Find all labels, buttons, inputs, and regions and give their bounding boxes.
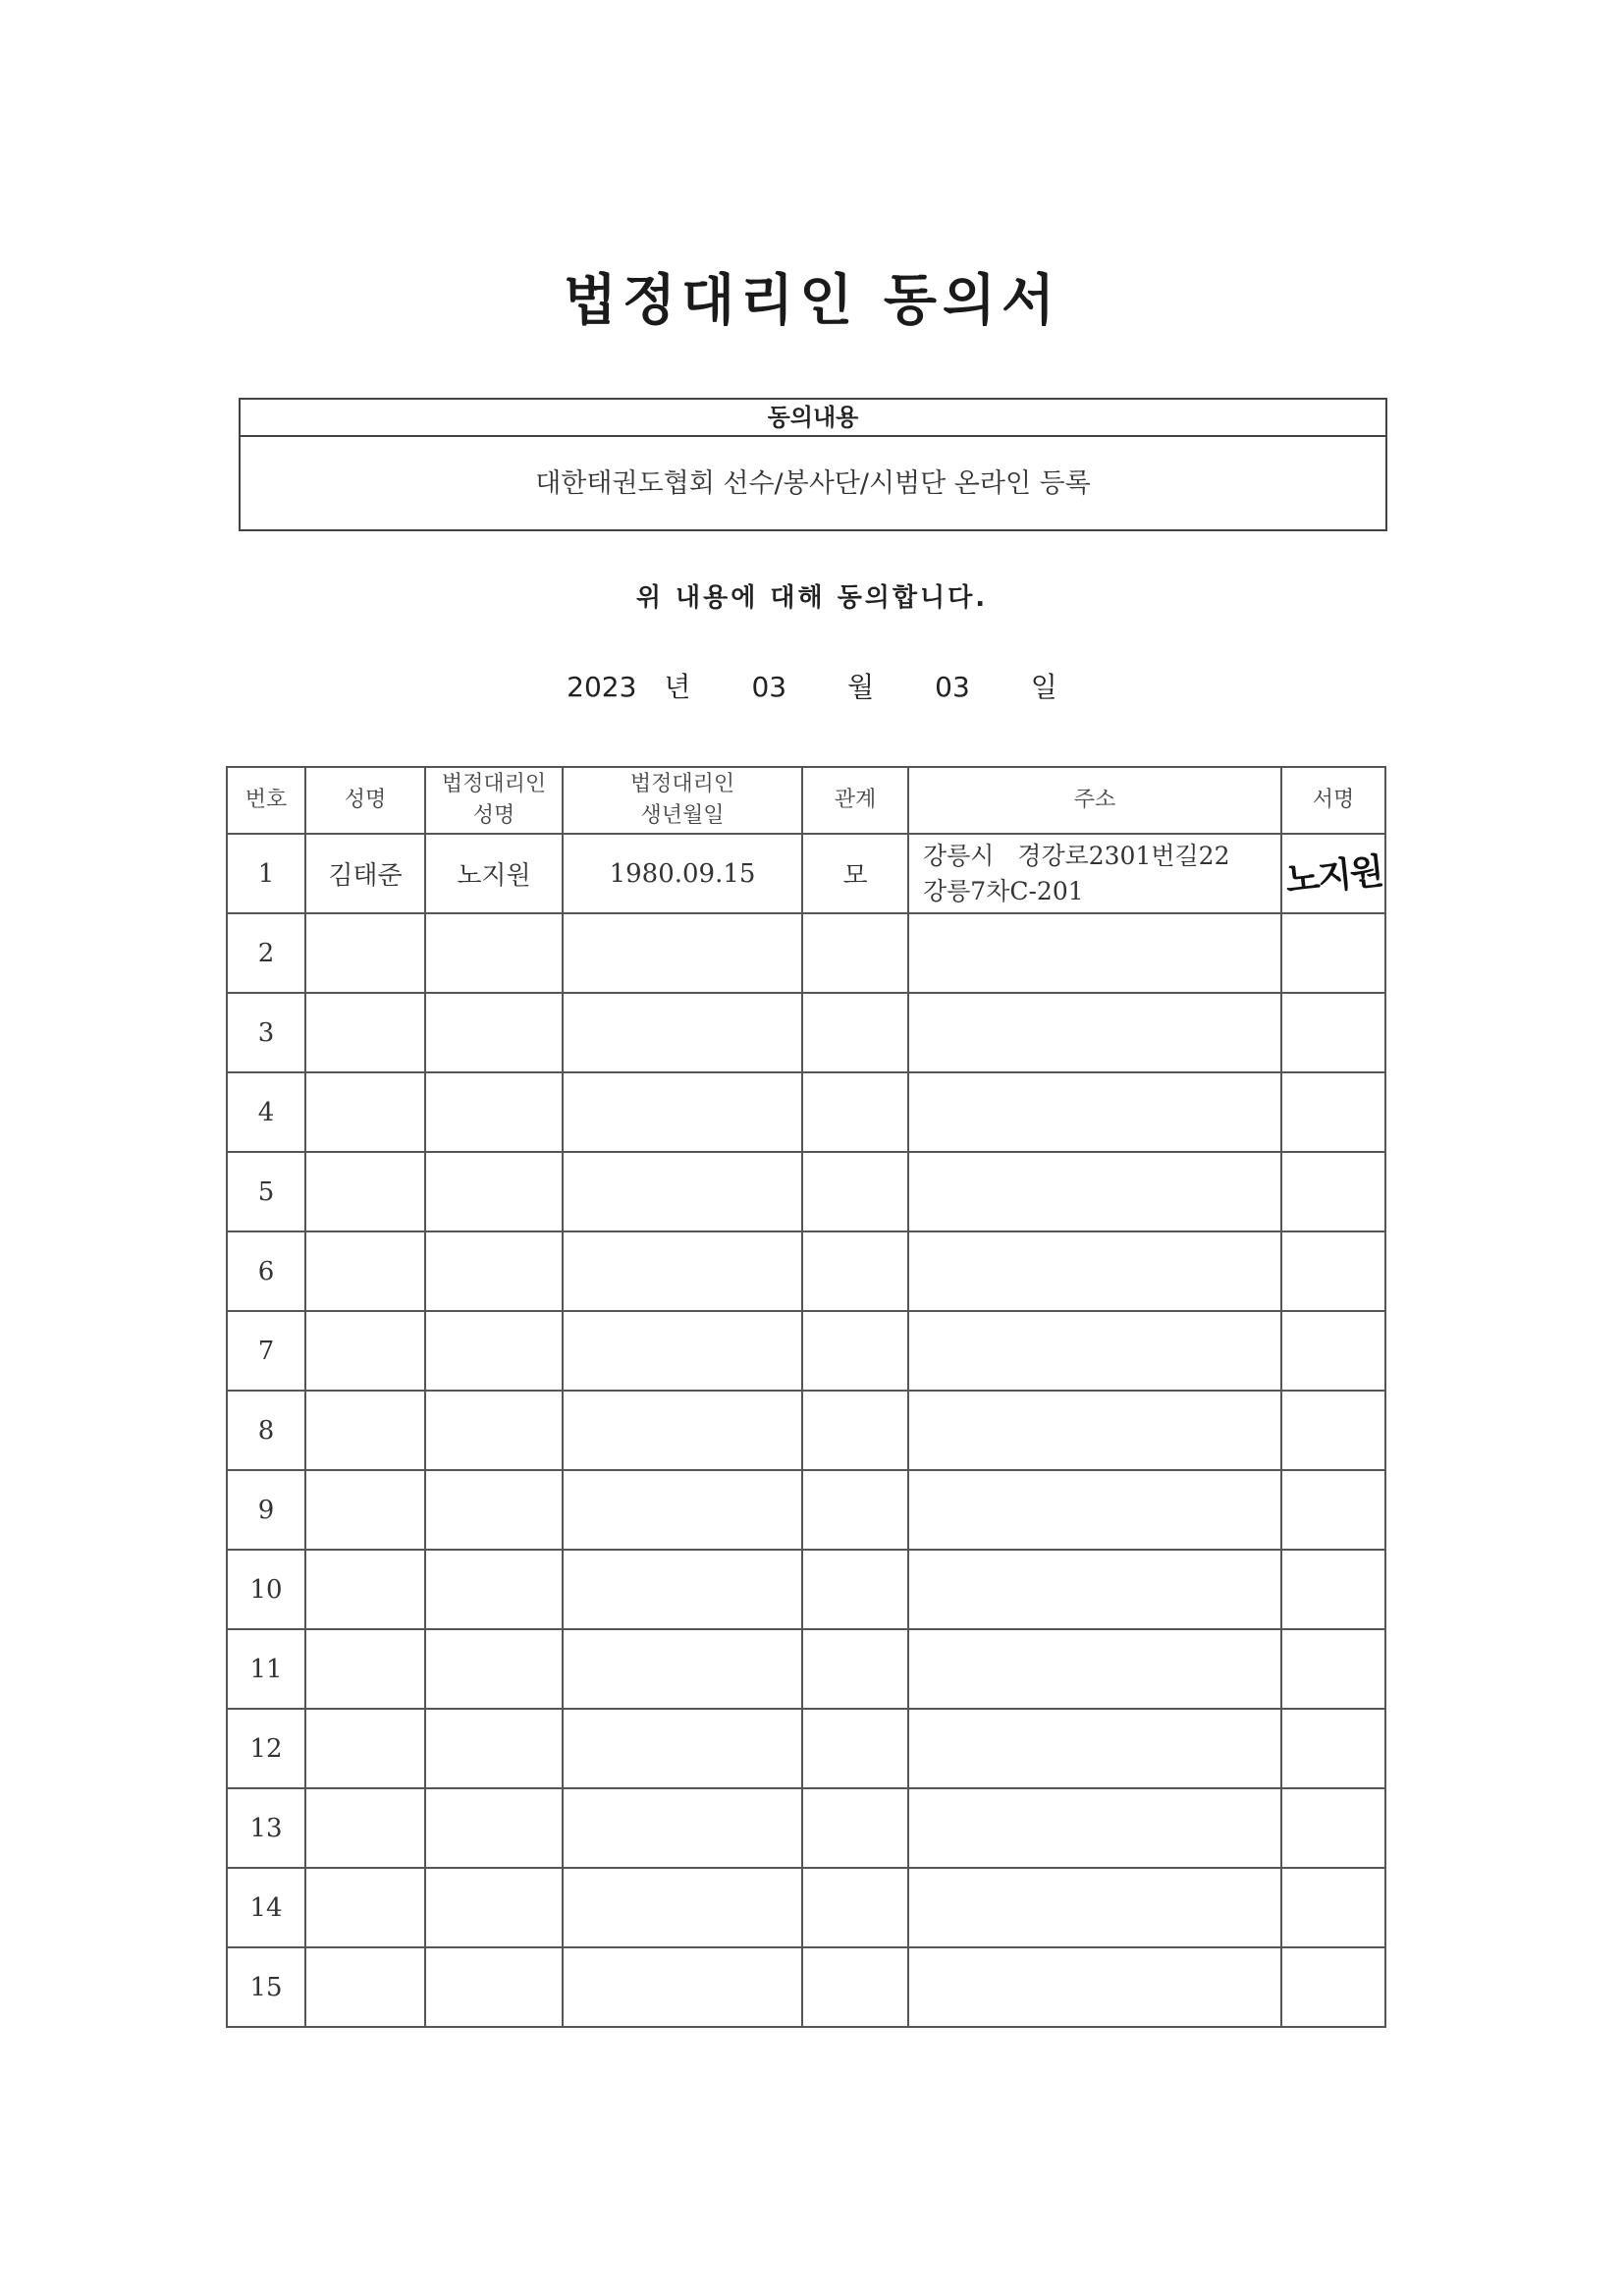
cell-relation <box>802 1629 908 1709</box>
cell-guardian-name <box>425 1629 563 1709</box>
cell-guardian-name <box>425 1868 563 1947</box>
cell-signature <box>1281 913 1385 993</box>
cell-birth <box>563 1470 802 1550</box>
cell-signature <box>1281 834 1385 913</box>
cell-relation <box>802 1311 908 1391</box>
guardian-table <box>226 766 1386 2028</box>
cell-relation <box>802 1072 908 1152</box>
cell-address <box>908 1311 1281 1391</box>
header-guardian-name-line1: 법정대리인 <box>441 772 547 796</box>
cell-guardian-name <box>425 1947 563 2027</box>
cell-relation <box>802 1868 908 1947</box>
cell-relation <box>802 1947 908 2027</box>
cell-relation: 모 <box>802 834 908 913</box>
cell-address <box>908 1629 1281 1709</box>
cell-address <box>908 1470 1281 1550</box>
date-day: 03 <box>935 671 970 703</box>
agree-statement: 위 내용에 대해 동의합니다. <box>635 583 989 613</box>
cell-no: 11 <box>227 1629 305 1709</box>
header-guardian-name-line2: 성명 <box>472 803 515 828</box>
cell-birth <box>563 1391 802 1470</box>
table-row <box>227 1550 1385 1629</box>
table-row <box>227 1709 1385 1788</box>
consent-header: 동의내용 <box>241 400 1385 437</box>
cell-name <box>305 1868 425 1947</box>
cell-name <box>305 1470 425 1550</box>
cell-guardian-name <box>425 1152 563 1231</box>
document-title: 법정대리인 동의서 <box>563 269 1061 333</box>
cell-name: 김태준 <box>305 834 425 913</box>
table-row <box>227 1470 1385 1550</box>
cell-address <box>908 1788 1281 1868</box>
cell-address <box>908 1550 1281 1629</box>
cell-signature <box>1281 1868 1385 1947</box>
handwritten-signature: 노지원 <box>1283 850 1384 902</box>
cell-relation <box>802 1788 908 1868</box>
cell-birth <box>563 1788 802 1868</box>
cell-name <box>305 993 425 1072</box>
cell-name <box>305 1152 425 1231</box>
table-body <box>227 834 1385 2027</box>
cell-relation <box>802 1550 908 1629</box>
cell-birth <box>563 1868 802 1947</box>
cell-signature <box>1281 1391 1385 1470</box>
cell-signature <box>1281 1788 1385 1868</box>
cell-signature <box>1281 1470 1385 1550</box>
cell-birth <box>563 1947 802 2027</box>
cell-no: 3 <box>227 993 305 1072</box>
date-line <box>0 666 1624 705</box>
cell-name <box>305 1550 425 1629</box>
table-row <box>227 1868 1385 1947</box>
header-guardian-birth-line2: 생년월일 <box>640 803 725 828</box>
date-month-unit: 월 <box>847 671 875 703</box>
cell-no: 6 <box>227 1231 305 1311</box>
cell-name <box>305 1947 425 2027</box>
consent-body: 대한태권도협회 선수/봉사단/시범단 온라인 등록 <box>535 468 1091 499</box>
cell-signature <box>1281 1550 1385 1629</box>
table-row <box>227 1788 1385 1868</box>
header-signature: 서명 <box>1281 767 1385 834</box>
table-row <box>227 1152 1385 1231</box>
cell-signature <box>1281 1231 1385 1311</box>
table-row <box>227 913 1385 993</box>
cell-guardian-name <box>425 1470 563 1550</box>
cell-birth: 1980.09.15 <box>563 834 802 913</box>
header-name: 성명 <box>305 767 425 834</box>
cell-birth <box>563 1152 802 1231</box>
header-relation: 관계 <box>802 767 908 834</box>
consent-box <box>239 398 1387 531</box>
cell-no: 12 <box>227 1709 305 1788</box>
cell-no: 14 <box>227 1868 305 1947</box>
cell-birth <box>563 1231 802 1311</box>
cell-relation <box>802 1152 908 1231</box>
date-month: 03 <box>751 671 787 703</box>
cell-address <box>908 1391 1281 1470</box>
cell-guardian-name <box>425 993 563 1072</box>
cell-signature <box>1281 993 1385 1072</box>
address-line1: 강릉시 경강로2301번길22 <box>923 841 1230 870</box>
cell-no: 8 <box>227 1391 305 1470</box>
cell-signature <box>1281 1152 1385 1231</box>
cell-no: 4 <box>227 1072 305 1152</box>
cell-signature <box>1281 1311 1385 1391</box>
cell-no: 13 <box>227 1788 305 1868</box>
cell-address <box>908 834 1281 913</box>
header-guardian-birth-line1: 법정대리인 <box>629 772 735 796</box>
cell-no: 1 <box>227 834 305 913</box>
table-row <box>227 1072 1385 1152</box>
cell-relation <box>802 1709 908 1788</box>
cell-guardian-name <box>425 1391 563 1470</box>
cell-signature <box>1281 1947 1385 2027</box>
cell-relation <box>802 1470 908 1550</box>
cell-address <box>908 1868 1281 1947</box>
cell-no: 15 <box>227 1947 305 2027</box>
cell-address <box>908 913 1281 993</box>
cell-signature <box>1281 1629 1385 1709</box>
cell-relation <box>802 1391 908 1470</box>
cell-guardian-name <box>425 913 563 993</box>
cell-address <box>908 1947 1281 2027</box>
address-line2: 강릉7차C-201 <box>923 876 1084 905</box>
cell-name <box>305 1311 425 1391</box>
cell-guardian-name <box>425 1072 563 1152</box>
table-row <box>227 1629 1385 1709</box>
cell-birth <box>563 1072 802 1152</box>
cell-name <box>305 1231 425 1311</box>
table-row <box>227 1231 1385 1311</box>
cell-signature <box>1281 1709 1385 1788</box>
cell-no: 9 <box>227 1470 305 1550</box>
cell-birth <box>563 1311 802 1391</box>
cell-birth <box>563 993 802 1072</box>
cell-birth <box>563 913 802 993</box>
cell-guardian-name: 노지원 <box>425 834 563 913</box>
header-address: 주소 <box>908 767 1281 834</box>
cell-address <box>908 1072 1281 1152</box>
cell-no: 7 <box>227 1311 305 1391</box>
cell-guardian-name <box>425 1550 563 1629</box>
cell-name <box>305 1788 425 1868</box>
cell-address <box>908 1231 1281 1311</box>
cell-address <box>908 1152 1281 1231</box>
header-guardian-birth <box>563 767 802 834</box>
cell-guardian-name <box>425 1709 563 1788</box>
cell-name <box>305 1072 425 1152</box>
table-row <box>227 834 1385 913</box>
cell-birth <box>563 1550 802 1629</box>
header-no: 번호 <box>227 767 305 834</box>
table-row <box>227 1311 1385 1391</box>
date-year: 2023 <box>567 671 637 703</box>
header-guardian-name <box>425 767 563 834</box>
cell-guardian-name <box>425 1788 563 1868</box>
cell-no: 5 <box>227 1152 305 1231</box>
table-row <box>227 1391 1385 1470</box>
table-row <box>227 993 1385 1072</box>
date-day-unit: 일 <box>1030 671 1057 703</box>
cell-guardian-name <box>425 1231 563 1311</box>
cell-address <box>908 993 1281 1072</box>
cell-no: 10 <box>227 1550 305 1629</box>
cell-name <box>305 1709 425 1788</box>
cell-name <box>305 1391 425 1470</box>
cell-address <box>908 1709 1281 1788</box>
cell-relation <box>802 1231 908 1311</box>
table-header-row <box>227 767 1385 834</box>
cell-relation <box>802 993 908 1072</box>
cell-guardian-name <box>425 1311 563 1391</box>
cell-relation <box>802 913 908 993</box>
cell-name <box>305 913 425 993</box>
cell-signature <box>1281 1072 1385 1152</box>
cell-no: 2 <box>227 913 305 993</box>
cell-name <box>305 1629 425 1709</box>
date-year-unit: 년 <box>664 671 691 703</box>
cell-birth <box>563 1709 802 1788</box>
cell-birth <box>563 1629 802 1709</box>
table-row <box>227 1947 1385 2027</box>
